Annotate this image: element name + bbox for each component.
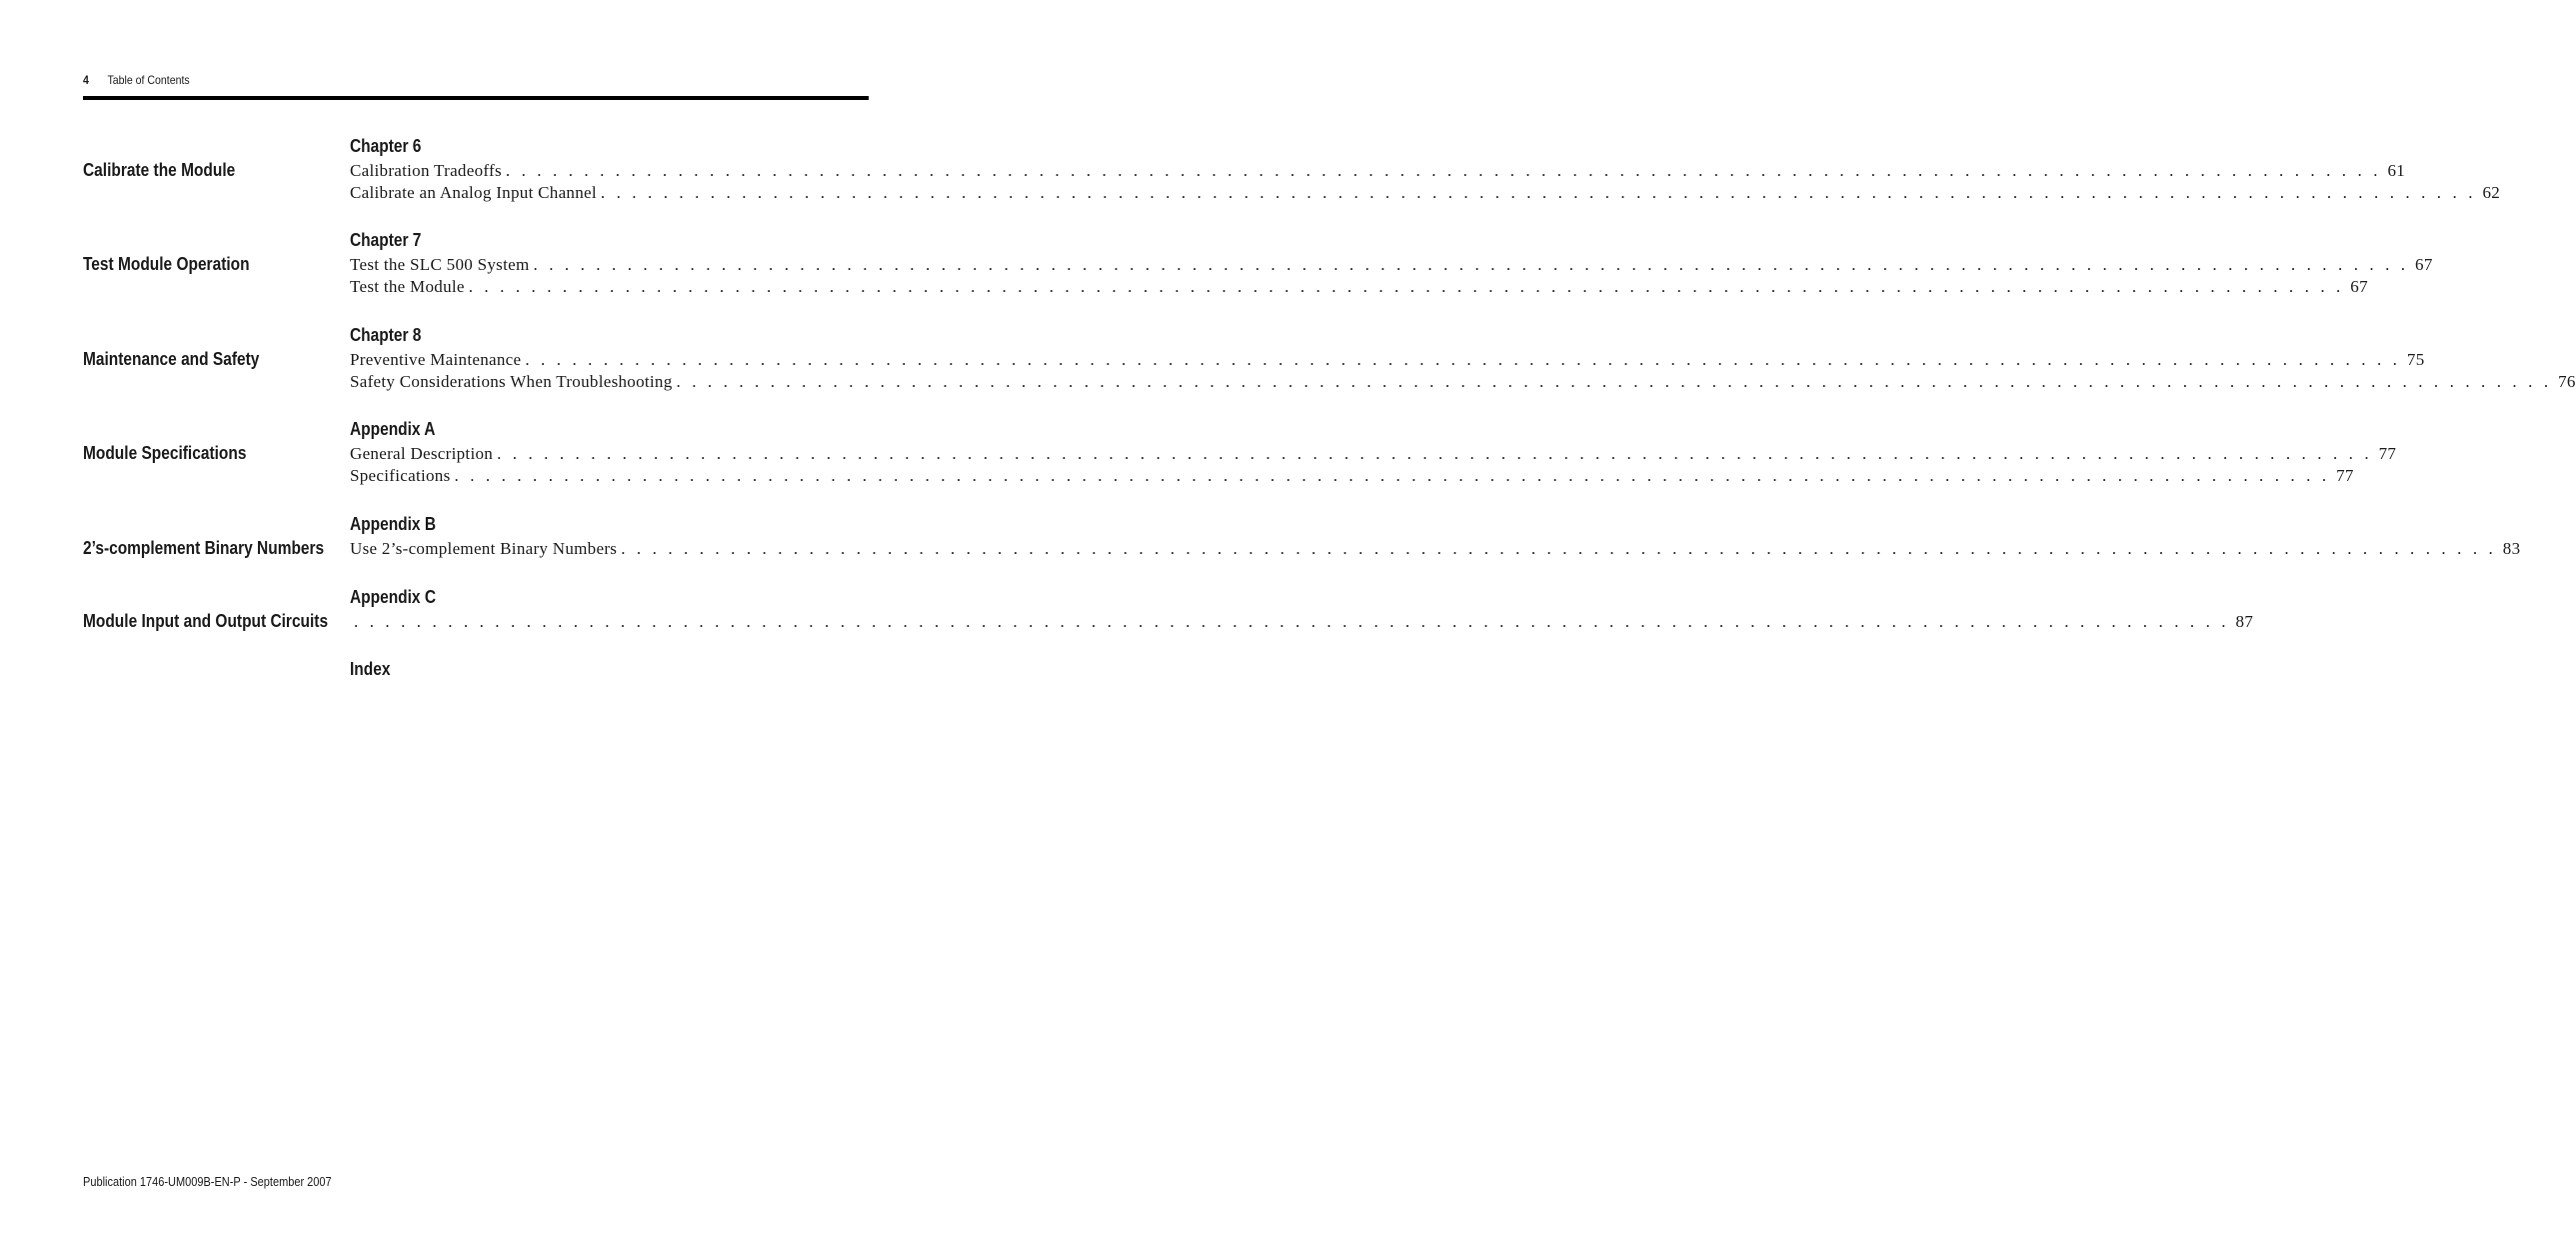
chapter-label: Appendix A [350,419,436,439]
toc-entry-title: General Description [350,444,494,463]
toc-entry[interactable] [350,277,2368,299]
dot-leader: . . . . . . . . . . . . . . . . . . . . . . . . . . . . . . . . . . . . . . . . . . . . . . . . . . . . . . . . . . . . . . . . . . . . . . . . . . . . . . . . . . . . . . . . . . . . . . . . . . . . . . . . . . . . . . . . . . . . . . . . [525,350,2401,369]
toc-entry-title: Test the Module [350,277,465,296]
dot-leader: . . . . . . . . . . . . . . . . . . . . . . . . . . . . . . . . . . . . . . . . . . . . . . . . . . . . . . . . . . . . . . . . . . . . . . . . . . . . . . . . . . . . . . . . . . . . . . . . . . . . . . . . . . . . . . . . . . . . . . . . [454,466,2330,485]
dot-leader: . . . . . . . . . . . . . . . . . . . . . . . . . . . . . . . . . . . . . . . . . . . . . . . . . . . . . . . . . . . . . . . . . . . . . . . . . . . . . . . . . . . . . . . . . . . . . . . . . . . . . . . . . . . . . . . . . . . . . . . . [497,444,2373,463]
toc-entry[interactable] [350,350,2425,372]
toc-entry-title: Test the SLC 500 System [350,255,530,274]
toc-entry-page: 61 [2387,161,2406,180]
toc-entry-title: Use 2’s-complement Binary Numbers [350,539,618,558]
dot-leader: . . . . . . . . . . . . . . . . . . . . . . . . . . . . . . . . . . . . . . . . . . . . . . . . . . . . . . . . . . . . . . . . . . . . . . . . . . . . . . . . . . . . . . . . . . . . . . . . . . . . . . . . . . . . . . . . . . . . . . . . [468,277,2344,296]
running-header [83,73,190,87]
toc-entry-page: 62 [2482,183,2501,202]
dot-leader: . . . . . . . . . . . . . . . . . . . . . . . . . . . . . . . . . . . . . . . . . . . . . . . . . . . . . . . . . . . . . . . . . . . . . . . . . . . . . . . . . . . . . . . . . . . . . . . . . . . . . . . . . . . . . . . . . . . . . . . . [600,183,2477,202]
chapter-label: Appendix B [350,514,437,534]
toc-entry-title: Calibration Tradeoffs [350,161,502,180]
chapter-side-title[interactable]: Module Input and Output Circuits [83,611,329,631]
chapter-side-title[interactable]: 2’s-complement Binary Numbers [83,538,325,558]
header-section-title: Table of Contents [107,73,190,87]
chapter-side-title[interactable]: Module Specifications [83,443,247,463]
toc-entry-title: Preventive Maintenance [350,350,522,369]
chapter-side-title[interactable]: Calibrate the Module [83,160,236,180]
dot-leader: . . . . . . . . . . . . . . . . . . . . . . . . . . . . . . . . . . . . . . . . . . . . . . . . . . . . . . . . . . . . . . . . . . . . . . . . . . . . . . . . . . . . . . . . . . . . . . . . . . . . . . . . . . . . . . . . . . . . . . . . [621,539,2497,558]
chapter-side-title[interactable]: Maintenance and Safety [83,349,260,369]
footer-publication: Publication 1746-UM009B-EN-P - September 2007 [83,1175,332,1189]
dot-leader: . . . . . . . . . . . . . . . . . . . . . . . . . . . . . . . . . . . . . . . . . . . . . . . . . . . . . . . . . . . . . . . . . . . . . . . . . . . . . . . . . . . . . . . . . . . . . . . . . . . . . . . . . . . . . . . . . . . . . . . . [354,612,2230,631]
toc-entry-page: 75 [2406,350,2425,369]
toc-entry[interactable] [350,539,2521,561]
toc-entry[interactable] [350,612,2254,634]
dot-leader: . . . . . . . . . . . . . . . . . . . . . . . . . . . . . . . . . . . . . . . . . . . . . . . . . . . . . . . . . . . . . . . . . . . . . . . . . . . . . . . . . . . . . . . . . . . . . . . . . . . . . . . . . . . . . . . . . . . . . . . . [533,255,2409,274]
toc-entry[interactable] [350,372,2576,394]
toc-entry[interactable] [350,183,2501,205]
toc-entry-page: 76 [2558,372,2576,391]
toc-entry[interactable] [350,444,2397,466]
toc-entry-page: 67 [2415,255,2433,274]
toc-entry-page: 67 [2350,277,2368,296]
toc-entry-title: Safety Considerations When Troubleshooting [350,372,673,391]
toc-entry-page: 83 [2502,539,2521,558]
dot-leader: . . . . . . . . . . . . . . . . . . . . . . . . . . . . . . . . . . . . . . . . . . . . . . . . . . . . . . . . . . . . . . . . . . . . . . . . . . . . . . . . . . . . . . . . . . . . . . . . . . . . . . . . . . . . . . . . . . . . . . . . [676,372,2552,391]
chapter-label: Index [350,659,391,679]
toc-entry[interactable] [350,255,2433,277]
chapter-label: Chapter 8 [350,325,422,345]
toc-entry-title: Calibrate an Analog Input Channel [350,183,597,202]
toc-entry-page: 77 [2336,466,2354,485]
page-number: 4 [83,73,89,87]
header-rule [83,96,869,100]
chapter-label: Chapter 7 [350,230,422,250]
chapter-side-title[interactable]: Test Module Operation [83,254,250,274]
chapter-label: Appendix C [350,587,437,607]
chapter-label: Chapter 6 [350,136,422,156]
dot-leader: . . . . . . . . . . . . . . . . . . . . . . . . . . . . . . . . . . . . . . . . . . . . . . . . . . . . . . . . . . . . . . . . . . . . . . . . . . . . . . . . . . . . . . . . . . . . . . . . . . . . . . . . . . . . . . . . . . . . . . . . [505,161,2382,180]
toc-entry[interactable] [350,161,2406,183]
toc-entry[interactable] [350,466,2354,488]
toc-entry-title: Specifications [350,466,451,485]
toc-entry-page: 77 [2378,444,2397,463]
toc-entry-page: 87 [2235,612,2254,631]
